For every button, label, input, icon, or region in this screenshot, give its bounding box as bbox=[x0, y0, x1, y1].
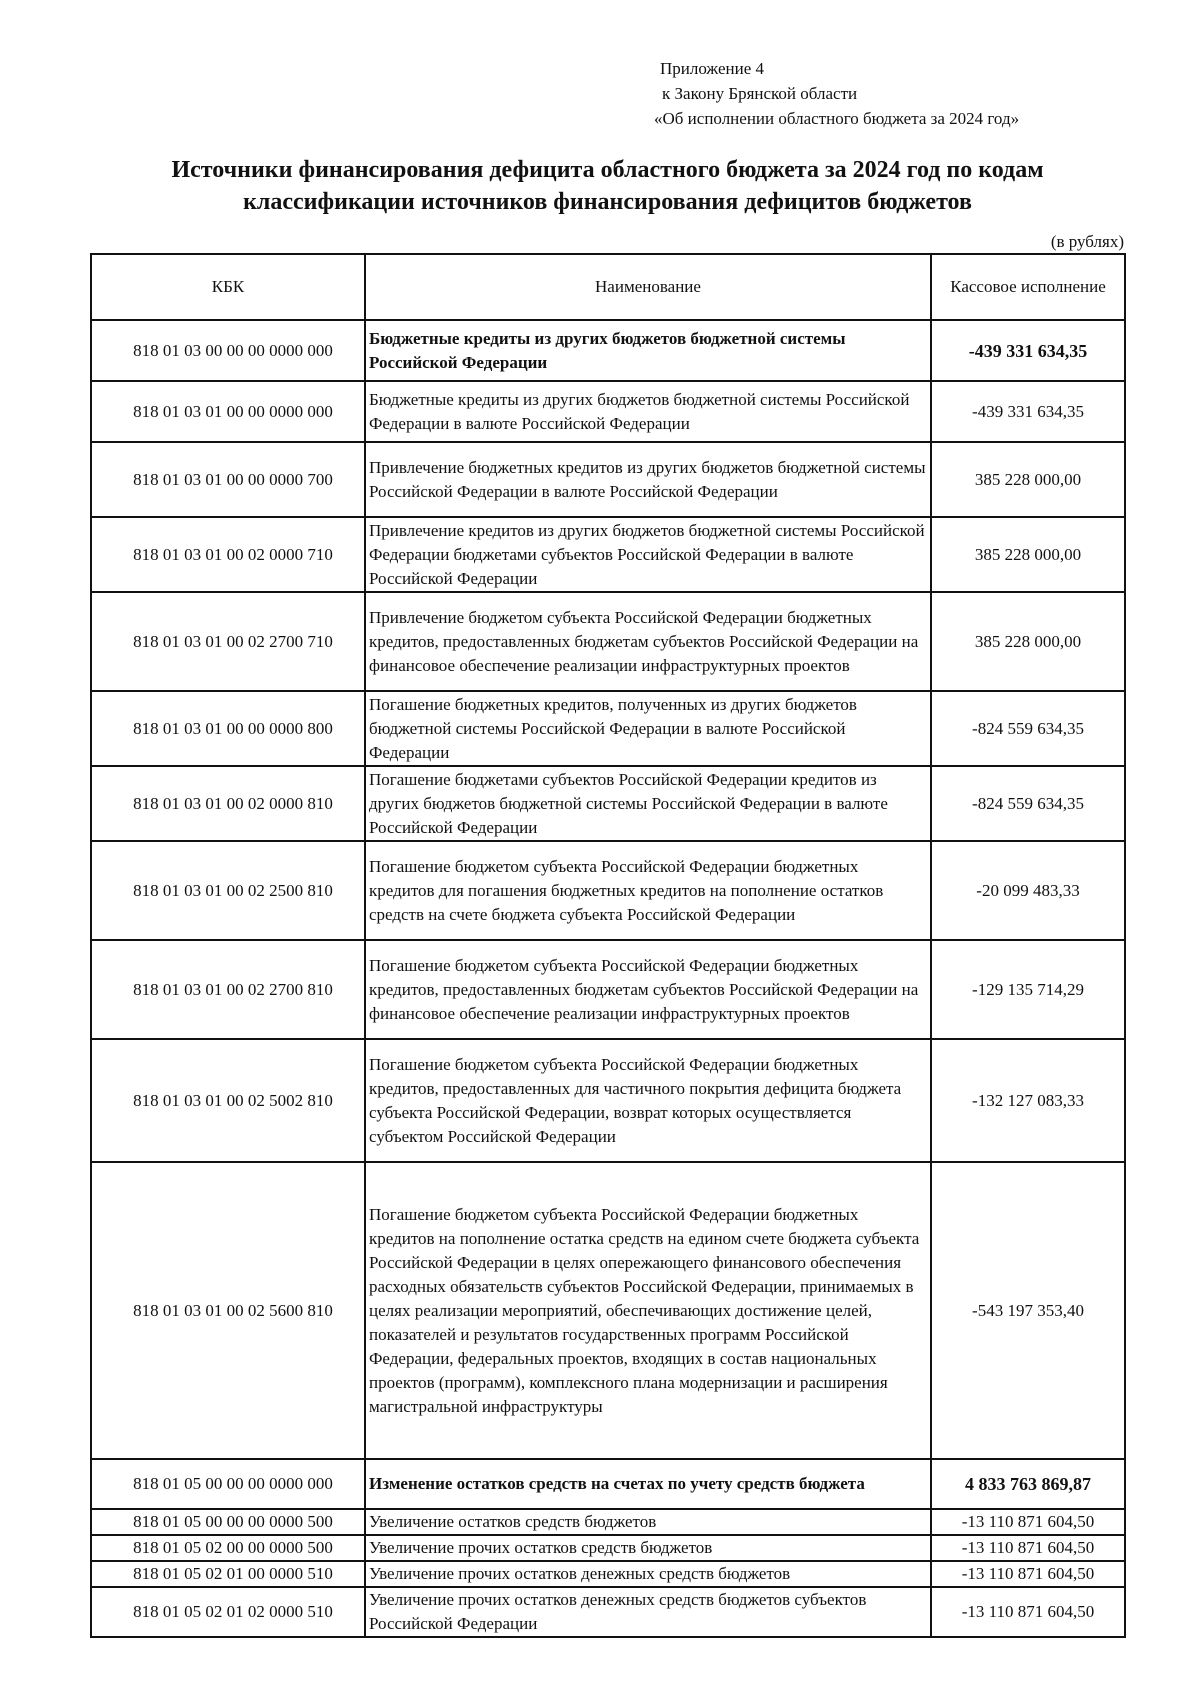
name-cell: Бюджетные кредиты из других бюджетов бюджетной системы Российской Федерации bbox=[365, 320, 931, 381]
amount-cell: 385 228 000,00 bbox=[931, 592, 1125, 691]
appendix-line-1: Приложение 4 bbox=[660, 59, 764, 78]
name-cell: Привлечение кредитов из других бюджетов бюджетной системы Российской Федерации бюджетами субъектов Российской Федерации в валюте Российской Федерации bbox=[365, 517, 931, 592]
kbk-cell: 818 01 03 01 00 00 0000 700 bbox=[91, 442, 365, 517]
name-cell: Увеличение прочих остатков средств бюджетов bbox=[365, 1535, 931, 1561]
name-cell: Увеличение остатков средств бюджетов bbox=[365, 1509, 931, 1535]
table-row bbox=[91, 766, 1125, 841]
kbk-cell: 818 01 03 00 00 00 0000 000 bbox=[91, 320, 365, 381]
amount-cell: -824 559 634,35 bbox=[931, 766, 1125, 841]
kbk-cell: 818 01 05 00 00 00 0000 000 bbox=[91, 1459, 365, 1509]
amount-cell: -543 197 353,40 bbox=[931, 1162, 1125, 1459]
table-row bbox=[91, 381, 1125, 442]
appendix-line-2: к Закону Брянской области bbox=[662, 84, 858, 103]
kbk-cell: 818 01 03 01 00 02 5600 810 bbox=[91, 1162, 365, 1459]
table-row bbox=[91, 691, 1125, 766]
units-note: (в рублях) bbox=[1050, 232, 1124, 251]
column-header-name: Наименование bbox=[365, 254, 931, 320]
kbk-cell: 818 01 03 01 00 00 0000 800 bbox=[91, 691, 365, 766]
amount-cell: -824 559 634,35 bbox=[931, 691, 1125, 766]
document-title-line-1: Источники финансирования дефицита областного бюджета за 2024 год по кодам bbox=[171, 157, 1044, 183]
table-row bbox=[91, 1587, 1125, 1637]
name-cell: Погашение бюджетом субъекта Российской Федерации бюджетных кредитов, предоставленных бюджетам субъектов Российской Федерации на финансовое обеспечение реализации инфраструктурных проектов bbox=[365, 940, 931, 1039]
kbk-cell: 818 01 03 01 00 02 2700 710 bbox=[91, 592, 365, 691]
amount-cell: -129 135 714,29 bbox=[931, 940, 1125, 1039]
column-header-kbk: КБК bbox=[91, 254, 365, 320]
table-row bbox=[91, 940, 1125, 1039]
kbk-cell: 818 01 03 01 00 02 5002 810 bbox=[91, 1039, 365, 1162]
amount-cell: -20 099 483,33 bbox=[931, 841, 1125, 940]
kbk-cell: 818 01 03 01 00 02 0000 810 bbox=[91, 766, 365, 841]
amount-cell: -13 110 871 604,50 bbox=[931, 1587, 1125, 1637]
table-row bbox=[91, 1039, 1125, 1162]
name-cell: Изменение остатков средств на счетах по учету средств бюджета bbox=[365, 1459, 931, 1509]
table-row bbox=[91, 841, 1125, 940]
amount-cell: -132 127 083,33 bbox=[931, 1039, 1125, 1162]
name-cell: Увеличение прочих остатков денежных средств бюджетов субъектов Российской Федерации bbox=[365, 1587, 931, 1637]
amount-cell: 4 833 763 869,87 bbox=[931, 1459, 1125, 1509]
document-title-line-2: классификации источников финансирования дефицитов бюджетов bbox=[243, 189, 972, 215]
table-row bbox=[91, 1535, 1125, 1561]
kbk-cell: 818 01 03 01 00 00 0000 000 bbox=[91, 381, 365, 442]
name-cell: Погашение бюджетом субъекта Российской Федерации бюджетных кредитов для погашения бюджетных кредитов на пополнение остатков средств на счете бюджета субъекта Российской Федерации bbox=[365, 841, 931, 940]
table-row bbox=[91, 1509, 1125, 1535]
name-cell: Привлечение бюджетом субъекта Российской Федерации бюджетных кредитов, предоставленных бюджетам субъектов Российской Федерации на финансовое обеспечение реализации инфраструктурных проектов bbox=[365, 592, 931, 691]
name-cell: Увеличение прочих остатков денежных средств бюджетов bbox=[365, 1561, 931, 1587]
name-cell: Погашение бюджетами субъектов Российской Федерации кредитов из других бюджетов бюджетной системы Российской Федерации в валюте Российской Федерации bbox=[365, 766, 931, 841]
document-title bbox=[90, 154, 1125, 218]
table-row bbox=[91, 517, 1125, 592]
kbk-cell: 818 01 03 01 00 02 2500 810 bbox=[91, 841, 365, 940]
sources-table bbox=[90, 253, 1126, 1638]
amount-cell: -13 110 871 604,50 bbox=[931, 1535, 1125, 1561]
appendix-line-3: «Об исполнении областного бюджета за 2024 год» bbox=[654, 109, 1020, 128]
kbk-cell: 818 01 05 00 00 00 0000 500 bbox=[91, 1509, 365, 1535]
amount-cell: -439 331 634,35 bbox=[931, 381, 1125, 442]
name-cell: Бюджетные кредиты из других бюджетов бюджетной системы Российской Федерации в валюте Российской Федерации bbox=[365, 381, 931, 442]
table-row bbox=[91, 1561, 1125, 1587]
table-row bbox=[91, 1459, 1125, 1509]
amount-cell: 385 228 000,00 bbox=[931, 517, 1125, 592]
table-row bbox=[91, 592, 1125, 691]
appendix-header bbox=[654, 56, 1020, 131]
table-row bbox=[91, 442, 1125, 517]
amount-cell: -13 110 871 604,50 bbox=[931, 1509, 1125, 1535]
table-row bbox=[91, 1162, 1125, 1459]
amount-cell: -13 110 871 604,50 bbox=[931, 1561, 1125, 1587]
kbk-cell: 818 01 03 01 00 02 0000 710 bbox=[91, 517, 365, 592]
column-header-amount: Кассовое исполнение bbox=[931, 254, 1125, 320]
amount-cell: 385 228 000,00 bbox=[931, 442, 1125, 517]
name-cell: Погашение бюджетом субъекта Российской Федерации бюджетных кредитов, предоставленных для частичного покрытия дефицита бюджета субъекта Российской Федерации, возврат которых осуществляется субъектом Российской Федерации bbox=[365, 1039, 931, 1162]
name-cell: Привлечение бюджетных кредитов из других бюджетов бюджетной системы Российской Федерации в валюте Российской Федерации bbox=[365, 442, 931, 517]
kbk-cell: 818 01 05 02 00 00 0000 500 bbox=[91, 1535, 365, 1561]
table-row bbox=[91, 320, 1125, 381]
name-cell: Погашение бюджетных кредитов, полученных из других бюджетов бюджетной системы Российской Федерации в валюте Российской Федерации bbox=[365, 691, 931, 766]
kbk-cell: 818 01 05 02 01 02 0000 510 bbox=[91, 1587, 365, 1637]
kbk-cell: 818 01 05 02 01 00 0000 510 bbox=[91, 1561, 365, 1587]
table-header-row bbox=[91, 254, 1125, 320]
name-cell: Погашение бюджетом субъекта Российской Федерации бюджетных кредитов на пополнение остатка средств на едином счете бюджета субъекта Российской Федерации в целях опережающего финансового обеспечения расходных обязательств субъектов Российской Федерации, принимаемых в целях реализации мероприятий, обеспечивающих достижение целей, показателей и результатов государственных программ Российской Федерации, федеральных проектов, входящих в состав национальных проектов (программ), комплексного плана модернизации и расширения магистральной инфраструктуры bbox=[365, 1162, 931, 1459]
amount-cell: -439 331 634,35 bbox=[931, 320, 1125, 381]
kbk-cell: 818 01 03 01 00 02 2700 810 bbox=[91, 940, 365, 1039]
